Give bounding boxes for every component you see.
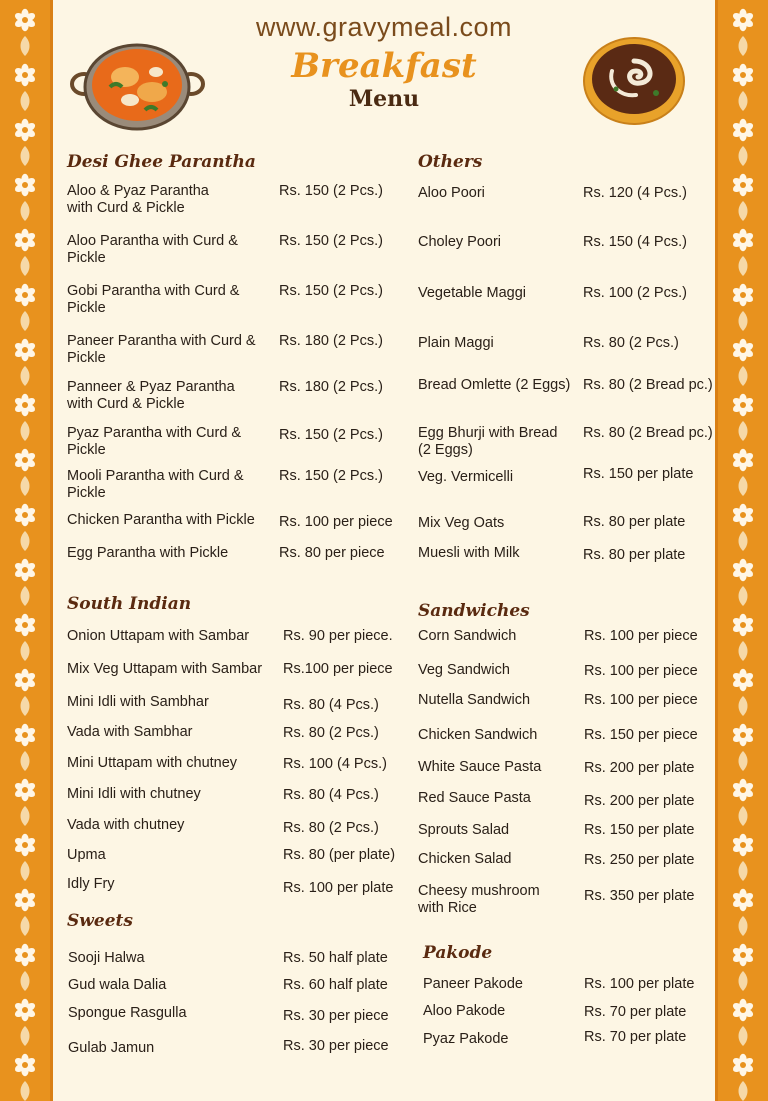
menu-item-name: Egg Bhurji with Bread (2 Eggs) <box>418 425 558 458</box>
menu-item-price: Rs.100 per piece <box>283 661 393 677</box>
menu-item-price: Rs. 80 (per plate) <box>283 847 396 863</box>
menu-item-price: Rs. 100 per piece <box>584 692 698 708</box>
menu-item-name: Chicken Parantha with Pickle <box>67 512 255 528</box>
flower-icon <box>13 943 37 967</box>
menu-item-name: Vegetable Maggi <box>418 285 527 301</box>
menu-item-price: Rs. 100 per piece <box>584 663 698 679</box>
leaf-icon <box>19 751 31 771</box>
menu-item-name: Gud wala Dalia <box>68 977 167 993</box>
leaf-icon <box>737 476 749 496</box>
menu-item-price: Rs. 90 per piece. <box>283 628 393 644</box>
menu-item-name: Spongue Rasgulla <box>68 1005 187 1021</box>
menu-item-price: Rs. 70 per plate <box>584 1004 687 1020</box>
menu-item-name: Egg Parantha with Pickle <box>67 545 229 561</box>
menu-item-price: Rs. 150 per plate <box>583 466 694 482</box>
leaf-icon <box>737 696 749 716</box>
menu-item-price: Rs. 150 (2 Pcs.) <box>279 427 383 443</box>
flower-icon <box>731 448 755 472</box>
menu-item-name: Mix Veg Oats <box>418 515 505 531</box>
left-floral-border <box>0 0 53 1101</box>
menu-item-name: Panneer & Pyaz Parantha with Curd & Pickle <box>67 379 235 412</box>
flower-icon <box>13 668 37 692</box>
flower-icon <box>731 888 755 912</box>
menu-item-name: Pyaz Pakode <box>423 1031 509 1047</box>
menu-item-price: Rs. 150 (2 Pcs.) <box>279 183 383 199</box>
menu-item-price: Rs. 100 per plate <box>584 976 695 992</box>
leaf-icon <box>737 861 749 881</box>
menu-item-name: Nutella Sandwich <box>418 692 531 708</box>
flower-icon <box>13 393 37 417</box>
menu-item-price: Rs. 80 per plate <box>583 514 686 530</box>
flower-icon <box>731 833 755 857</box>
flower-icon <box>13 778 37 802</box>
section-title-sandwiches: Sandwiches <box>418 601 530 621</box>
flower-icon <box>13 998 37 1022</box>
leaf-icon <box>737 751 749 771</box>
menu-item-name: Aloo & Pyaz Parantha with Curd & Pickle <box>67 183 209 216</box>
curry-bowl-icon <box>70 42 205 132</box>
flower-icon <box>731 118 755 142</box>
flower-icon <box>731 778 755 802</box>
website-url[interactable]: www.gravymeal.com <box>255 12 513 42</box>
section-title-others: Others <box>418 152 483 172</box>
section-title-south: South Indian <box>67 594 192 614</box>
leaf-icon <box>19 421 31 441</box>
leaf-icon <box>737 366 749 386</box>
leaf-icon <box>737 971 749 991</box>
leaf-icon <box>19 916 31 936</box>
menu-item-name: Chicken Salad <box>418 851 512 867</box>
menu-item-name: White Sauce Pasta <box>418 759 542 775</box>
leaf-icon <box>737 311 749 331</box>
menu-item-price: Rs. 150 (2 Pcs.) <box>279 283 383 299</box>
flower-icon <box>731 943 755 967</box>
flower-icon <box>731 503 755 527</box>
menu-item-price: Rs. 200 per plate <box>584 793 695 809</box>
leaf-icon <box>19 531 31 551</box>
flower-icon <box>731 998 755 1022</box>
leaf-icon <box>737 256 749 276</box>
menu-item-price: Rs. 80 per piece <box>279 545 385 561</box>
menu-item-name: Mini Idli with chutney <box>67 786 201 802</box>
leaf-icon <box>737 916 749 936</box>
leaf-icon <box>19 696 31 716</box>
flower-icon <box>13 338 37 362</box>
menu-item-name: Sprouts Salad <box>418 822 510 838</box>
flower-icon <box>731 338 755 362</box>
flower-icon <box>13 283 37 307</box>
section-title-pakode: Pakode <box>423 943 493 963</box>
flower-icon <box>731 173 755 197</box>
leaf-icon <box>737 586 749 606</box>
menu-item-price: Rs. 80 (2 Bread pc.) <box>583 425 713 441</box>
menu-item-name: Veg. Vermicelli <box>418 469 514 485</box>
flower-icon <box>13 448 37 472</box>
menu-item-price: Rs. 150 per plate <box>584 822 695 838</box>
menu-item-price: Rs. 250 per plate <box>584 852 695 868</box>
flower-icon <box>13 558 37 582</box>
flower-icon <box>731 668 755 692</box>
menu-item-price: Rs. 70 per plate <box>584 1029 687 1045</box>
leaf-icon <box>737 1081 749 1101</box>
menu-item-price: Rs. 150 (2 Pcs.) <box>279 233 383 249</box>
menu-item-price: Rs. 150 per piece <box>584 727 698 743</box>
menu-item-price: Rs. 180 (2 Pcs.) <box>279 379 383 395</box>
flower-icon <box>13 118 37 142</box>
leaf-icon <box>19 971 31 991</box>
menu-item-price: Rs. 100 per piece <box>279 514 393 530</box>
menu-item-price: Rs. 30 per piece <box>283 1038 389 1054</box>
leaf-icon <box>19 1081 31 1101</box>
flower-icon <box>13 1053 37 1077</box>
flower-icon <box>731 1053 755 1077</box>
leaf-icon <box>737 421 749 441</box>
leaf-icon <box>19 366 31 386</box>
leaf-icon <box>19 861 31 881</box>
menu-subtitle: Menu <box>348 86 420 112</box>
menu-item-price: Rs. 180 (2 Pcs.) <box>279 333 383 349</box>
menu-item-name: Sooji Halwa <box>68 950 145 966</box>
menu-item-name: Mooli Parantha with Curd & Pickle <box>67 468 244 501</box>
menu-item-name: Gobi Parantha with Curd & Pickle <box>67 283 240 316</box>
flower-icon <box>731 228 755 252</box>
leaf-icon <box>737 531 749 551</box>
flower-icon <box>731 283 755 307</box>
menu-item-name: Paneer Parantha with Curd & Pickle <box>67 333 256 366</box>
menu-item-price: Rs. 80 (2 Pcs.) <box>283 820 379 836</box>
leaf-icon <box>19 806 31 826</box>
leaf-icon <box>19 311 31 331</box>
leaf-icon <box>737 201 749 221</box>
menu-item-price: Rs. 60 half plate <box>283 977 388 993</box>
menu-item-name: Muesli with Milk <box>418 545 520 561</box>
menu-item-price: Rs. 50 half plate <box>283 950 388 966</box>
flower-icon <box>13 173 37 197</box>
dal-bowl-icon <box>582 37 686 125</box>
menu-item-name: Choley Poori <box>418 234 502 250</box>
menu-item-price: Rs. 80 (2 Pcs.) <box>283 725 379 741</box>
menu-item-name: Mini Uttapam with chutney <box>67 755 238 771</box>
flower-icon <box>731 613 755 637</box>
menu-item-price: Rs. 80 (4 Pcs.) <box>283 787 379 803</box>
menu-item-price: Rs. 100 (2 Pcs.) <box>583 285 687 301</box>
menu-item-name: Upma <box>67 847 106 863</box>
leaf-icon <box>19 201 31 221</box>
menu-item-name: Bread Omlette (2 Eggs) <box>418 377 571 393</box>
menu-item-price: Rs. 80 (2 Bread pc.) <box>583 377 713 393</box>
menu-item-name: Chicken Sandwich <box>418 727 538 743</box>
menu-item-name: Vada with chutney <box>67 817 185 833</box>
leaf-icon <box>737 641 749 661</box>
menu-item-name: Paneer Pakode <box>423 976 523 992</box>
menu-item-name: Aloo Parantha with Curd & Pickle <box>67 233 238 266</box>
flower-icon <box>13 723 37 747</box>
flower-icon <box>731 558 755 582</box>
leaf-icon <box>737 146 749 166</box>
menu-item-price: Rs. 30 per piece <box>283 1008 389 1024</box>
menu-item-name: Plain Maggi <box>418 335 494 351</box>
menu-item-price: Rs. 100 (4 Pcs.) <box>283 756 387 772</box>
menu-item-name: Mini Idli with Sambhar <box>67 694 209 710</box>
menu-item-price: Rs. 120 (4 Pcs.) <box>583 185 687 201</box>
menu-item-name: Veg Sandwich <box>418 662 510 678</box>
leaf-icon <box>19 256 31 276</box>
menu-item-price: Rs. 100 per plate <box>283 880 394 896</box>
flower-icon <box>13 613 37 637</box>
menu-item-name: Vada with Sambhar <box>67 724 193 740</box>
section-title-sweets: Sweets <box>67 911 133 931</box>
flower-icon <box>13 888 37 912</box>
menu-item-name: Gulab Jamun <box>68 1040 155 1056</box>
leaf-icon <box>19 476 31 496</box>
menu-item-name: Mix Veg Uttapam with Sambar <box>67 661 263 677</box>
leaf-icon <box>19 641 31 661</box>
flower-icon <box>13 833 37 857</box>
menu-item-name: Corn Sandwich <box>418 628 517 644</box>
flower-icon <box>731 723 755 747</box>
leaf-icon <box>737 806 749 826</box>
menu-item-name: Onion Uttapam with Sambar <box>67 628 250 644</box>
flower-icon <box>13 503 37 527</box>
menu-item-name: Red Sauce Pasta <box>418 790 531 806</box>
menu-item-price: Rs. 350 per plate <box>584 888 695 904</box>
menu-item-price: Rs. 150 (4 Pcs.) <box>583 234 687 250</box>
menu-item-price: Rs. 80 per plate <box>583 547 686 563</box>
menu-item-price: Rs. 150 (2 Pcs.) <box>279 468 383 484</box>
menu-item-name: Aloo Poori <box>418 185 485 201</box>
menu-item-price: Rs. 200 per plate <box>584 760 695 776</box>
menu-item-name: Pyaz Parantha with Curd & Pickle <box>67 425 242 458</box>
menu-item-price: Rs. 100 per piece <box>584 628 698 644</box>
right-floral-border <box>715 0 768 1101</box>
menu-item-name: Cheesy mushroom with Rice <box>418 883 540 916</box>
section-title-desi: Desi Ghee Parantha <box>67 152 256 172</box>
menu-item-name: Idly Fry <box>67 876 115 892</box>
menu-title: Breakfast <box>291 46 477 86</box>
leaf-icon <box>19 146 31 166</box>
leaf-icon <box>737 1026 749 1046</box>
flower-icon <box>13 228 37 252</box>
flower-icon <box>731 393 755 417</box>
leaf-icon <box>19 1026 31 1046</box>
leaf-icon <box>19 586 31 606</box>
menu-item-name: Aloo Pakode <box>423 1003 506 1019</box>
menu-item-price: Rs. 80 (4 Pcs.) <box>283 697 379 713</box>
menu-item-price: Rs. 80 (2 Pcs.) <box>583 335 679 351</box>
